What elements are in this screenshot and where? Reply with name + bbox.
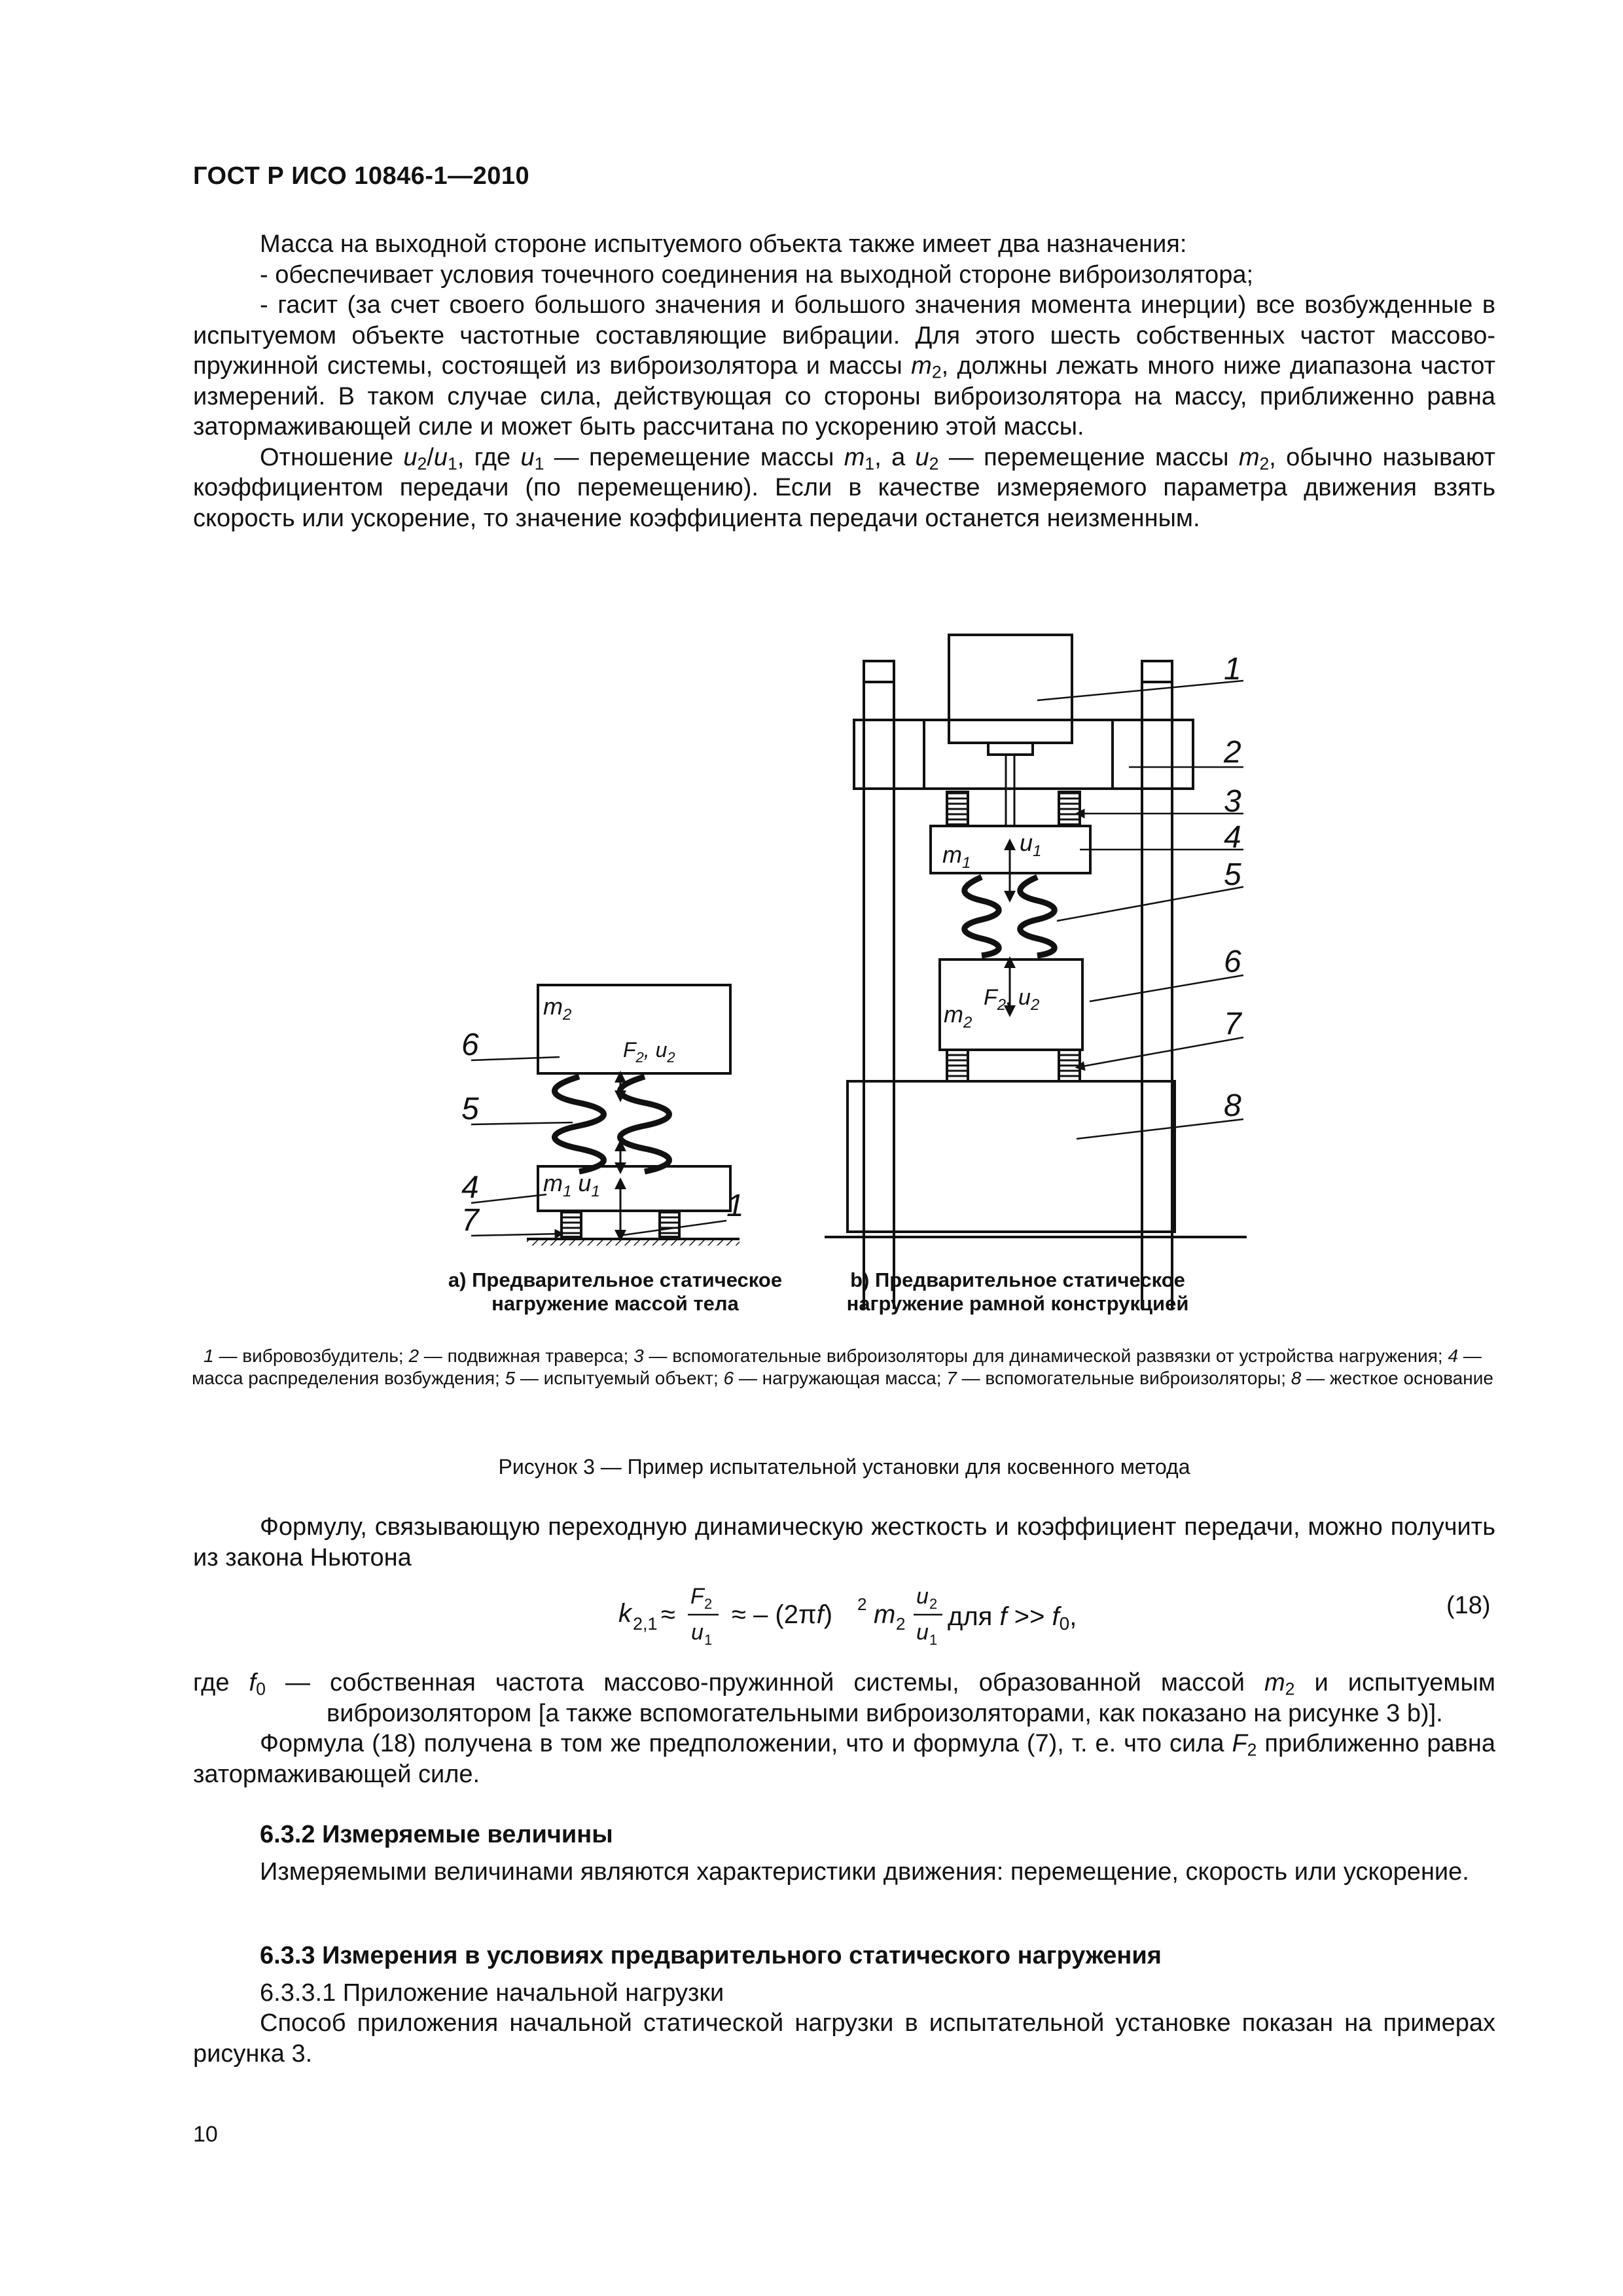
b-label-6: 6 [1224,944,1241,979]
svg-text:2: 2 [704,1596,713,1612]
intro-p2: - обеспечивает условия точечного соединения на выходной стороне виброизолятора; [260,260,1254,289]
a-label-7: 7 [461,1203,479,1238]
svg-text:2: 2 [896,1614,906,1634]
svg-text:≈ – (2πf): ≈ – (2πf) [732,1600,833,1629]
svg-text:F2, u2: $F_2$, $u_2$ [623,1038,675,1066]
formula-condition: для $f >> f_0$, [948,1602,1077,1634]
b-column-left [864,661,894,1309]
intro-p3-text: - гасит (за счет своего большого значения и большого значения момента инерции) все возбужденные в испытуемом объекте частотные составляющие вибрации. Для этого шесть собственных частот массово-пружинной системы, состоящей из виброизолятора и массы $m_2$, должны лежать много ниже диапазона частот измерений. В таком случае сила, действующая со стороны виброизолятора на массу, приближенно равна затормаживающей силе и может быть рассчитана по ускорению этой массы. [193,291,1496,440]
a-label-6: 6 [461,1028,479,1062]
formula-lead: Формулу, связывающую переходную динамическую жесткость и коэффициент передачи, можно получить из закона Ньютона [193,1513,1495,1571]
where-line-2: виброизолятором [а также вспомогательными виброизоляторами, как показано на рисунке 3 b)]. [327,1699,1443,1727]
caption-b [815,1268,1221,1316]
svg-text:u: u [691,1620,704,1645]
svg-text:u: u [916,1584,929,1609]
formula-intro [193,1512,1495,1573]
caption-b-line2: нагружение рамной конструкцией [846,1292,1189,1315]
diagram-b-labels [942,652,1243,1123]
svg-text:u1: $u_1$ [1020,829,1042,860]
b-column-right [1142,661,1172,1309]
svg-text:2: 2 [857,1594,867,1614]
section-6-3-3 [193,1941,1495,2069]
svg-text:m1 u1: $m_1$ $u_1$ [543,1170,600,1200]
section-6-3-3-1-text: Способ приложения начальной статической нагрузки в испытательной установке показан на примерах рисунка 3. [193,2009,1495,2068]
b-label-5: 5 [1224,857,1241,892]
section-6-3-3-1-heading: 6.3.3.1 Приложение начальной нагрузки [260,1979,724,2007]
svg-text:2,1: 2,1 [633,1614,658,1634]
a-isolator-right [660,1212,679,1237]
formula-condition-word: для [948,1602,993,1631]
caption-b-line1: b) Предварительное статическое [850,1268,1185,1291]
svg-text:m: m [874,1600,896,1629]
b-label-2: 2 [1224,735,1241,770]
section-6-3-2 [193,1820,1495,1887]
intro-p4-text: Отношение $u_2/u_1$, где $u_1$ — перемещение массы $m_1$, а $u_2$ — перемещение массы $m_2$, обычно называют коэффициентом передачи (по перемещению). Если в качестве измеряемого параметра движения взять скорость или ускорение, то значение коэффициента передачи останется неизменным. [193,443,1495,532]
caption-a-line2: нагружение массой тела [491,1292,739,1315]
section-6-3-3-heading: 6.3.3 Измерения в условиях предварительного статического нагружения [260,1942,1162,1969]
svg-text:≈: ≈ [661,1600,675,1629]
formula-where [193,1668,1495,1789]
svg-text:m2: $m_2$ [944,1001,972,1031]
diagram-a [471,985,740,1246]
diagram-b [825,635,1247,1309]
where-line-1 [193,1668,1495,1698]
page-number: 10 [193,2122,218,2147]
a-label-4: 4 [461,1170,479,1205]
a-spring [555,1077,669,1172]
b-label-3: 3 [1224,784,1241,819]
formula-note-text: Формула (18) получена в том же предположении, что и формула (7), т. е. что сила $F_2$ приближенно равна затормаживающей силе. [193,1730,1495,1788]
b-label-7: 7 [1224,1007,1241,1041]
section-6-3-2-heading: 6.3.2 Измеряемые величины [260,1821,613,1848]
a-isolator-left [562,1212,581,1237]
svg-text:F2, u2: $F_2$, $u_2$ [984,985,1040,1014]
a-label-1: 1 [726,1189,744,1223]
svg-text:1: 1 [929,1632,938,1648]
formula-number: (18) [1446,1592,1491,1619]
where-line-1-text: где $f_0$ — собственная частота массово-пружинной системы, образованной массой $m_2$ и испытуемым [193,1669,1495,1699]
figure-legend [190,1345,1495,1390]
svg-text:k: k [618,1599,632,1628]
figure-legend-text: 1 — вибровозбудитель; 2 — подвижная траверса; 3 — вспомогательные виброизоляторы для динамической развязки от устройства нагружения; 4 — масса распределения возбуждения; 5 — испытуемый объект; 6 — нагружающая масса; 7 — вспомогательные виброизоляторы; 8 — жесткое основание [192,1346,1493,1388]
b-isolator-bottom-right [1059,1050,1080,1081]
b-isolator-top-right [1059,792,1080,825]
b-isolator-top-left [947,792,968,825]
a-label-5: 5 [461,1092,479,1126]
figure-title: Рисунок 3 — Пример испытательной установки для косвенного метода [498,1455,1190,1479]
svg-text:1: 1 [704,1632,713,1648]
b-label-4: 4 [1224,820,1241,855]
intro-p1: Масса на выходной стороне испытуемого объекта также имеет два назначения: [260,230,1187,258]
caption-a [419,1268,812,1316]
b-label-1: 1 [1224,652,1241,687]
b-base [847,1081,1175,1232]
document-header: ГОСТ Р ИСО 10846-1—2010 [193,162,530,190]
svg-text:m2: $m_2$ [543,993,572,1024]
b-label-8: 8 [1224,1088,1241,1123]
section-6-3-2-text: Измеряемыми величинами являются характеристики движения: перемещение, скорость или ускорение. [260,1857,1469,1886]
b-isolator-bottom-left [947,1050,968,1081]
svg-text:m1: $m_1$ [942,841,971,872]
formula-note [193,1729,1495,1789]
b-shaker [949,635,1072,743]
svg-text:F: F [690,1584,704,1609]
svg-text:u: u [916,1620,929,1645]
caption-a-line1: а) Предварительное статическое [448,1268,783,1291]
svg-text:2: 2 [929,1596,938,1612]
